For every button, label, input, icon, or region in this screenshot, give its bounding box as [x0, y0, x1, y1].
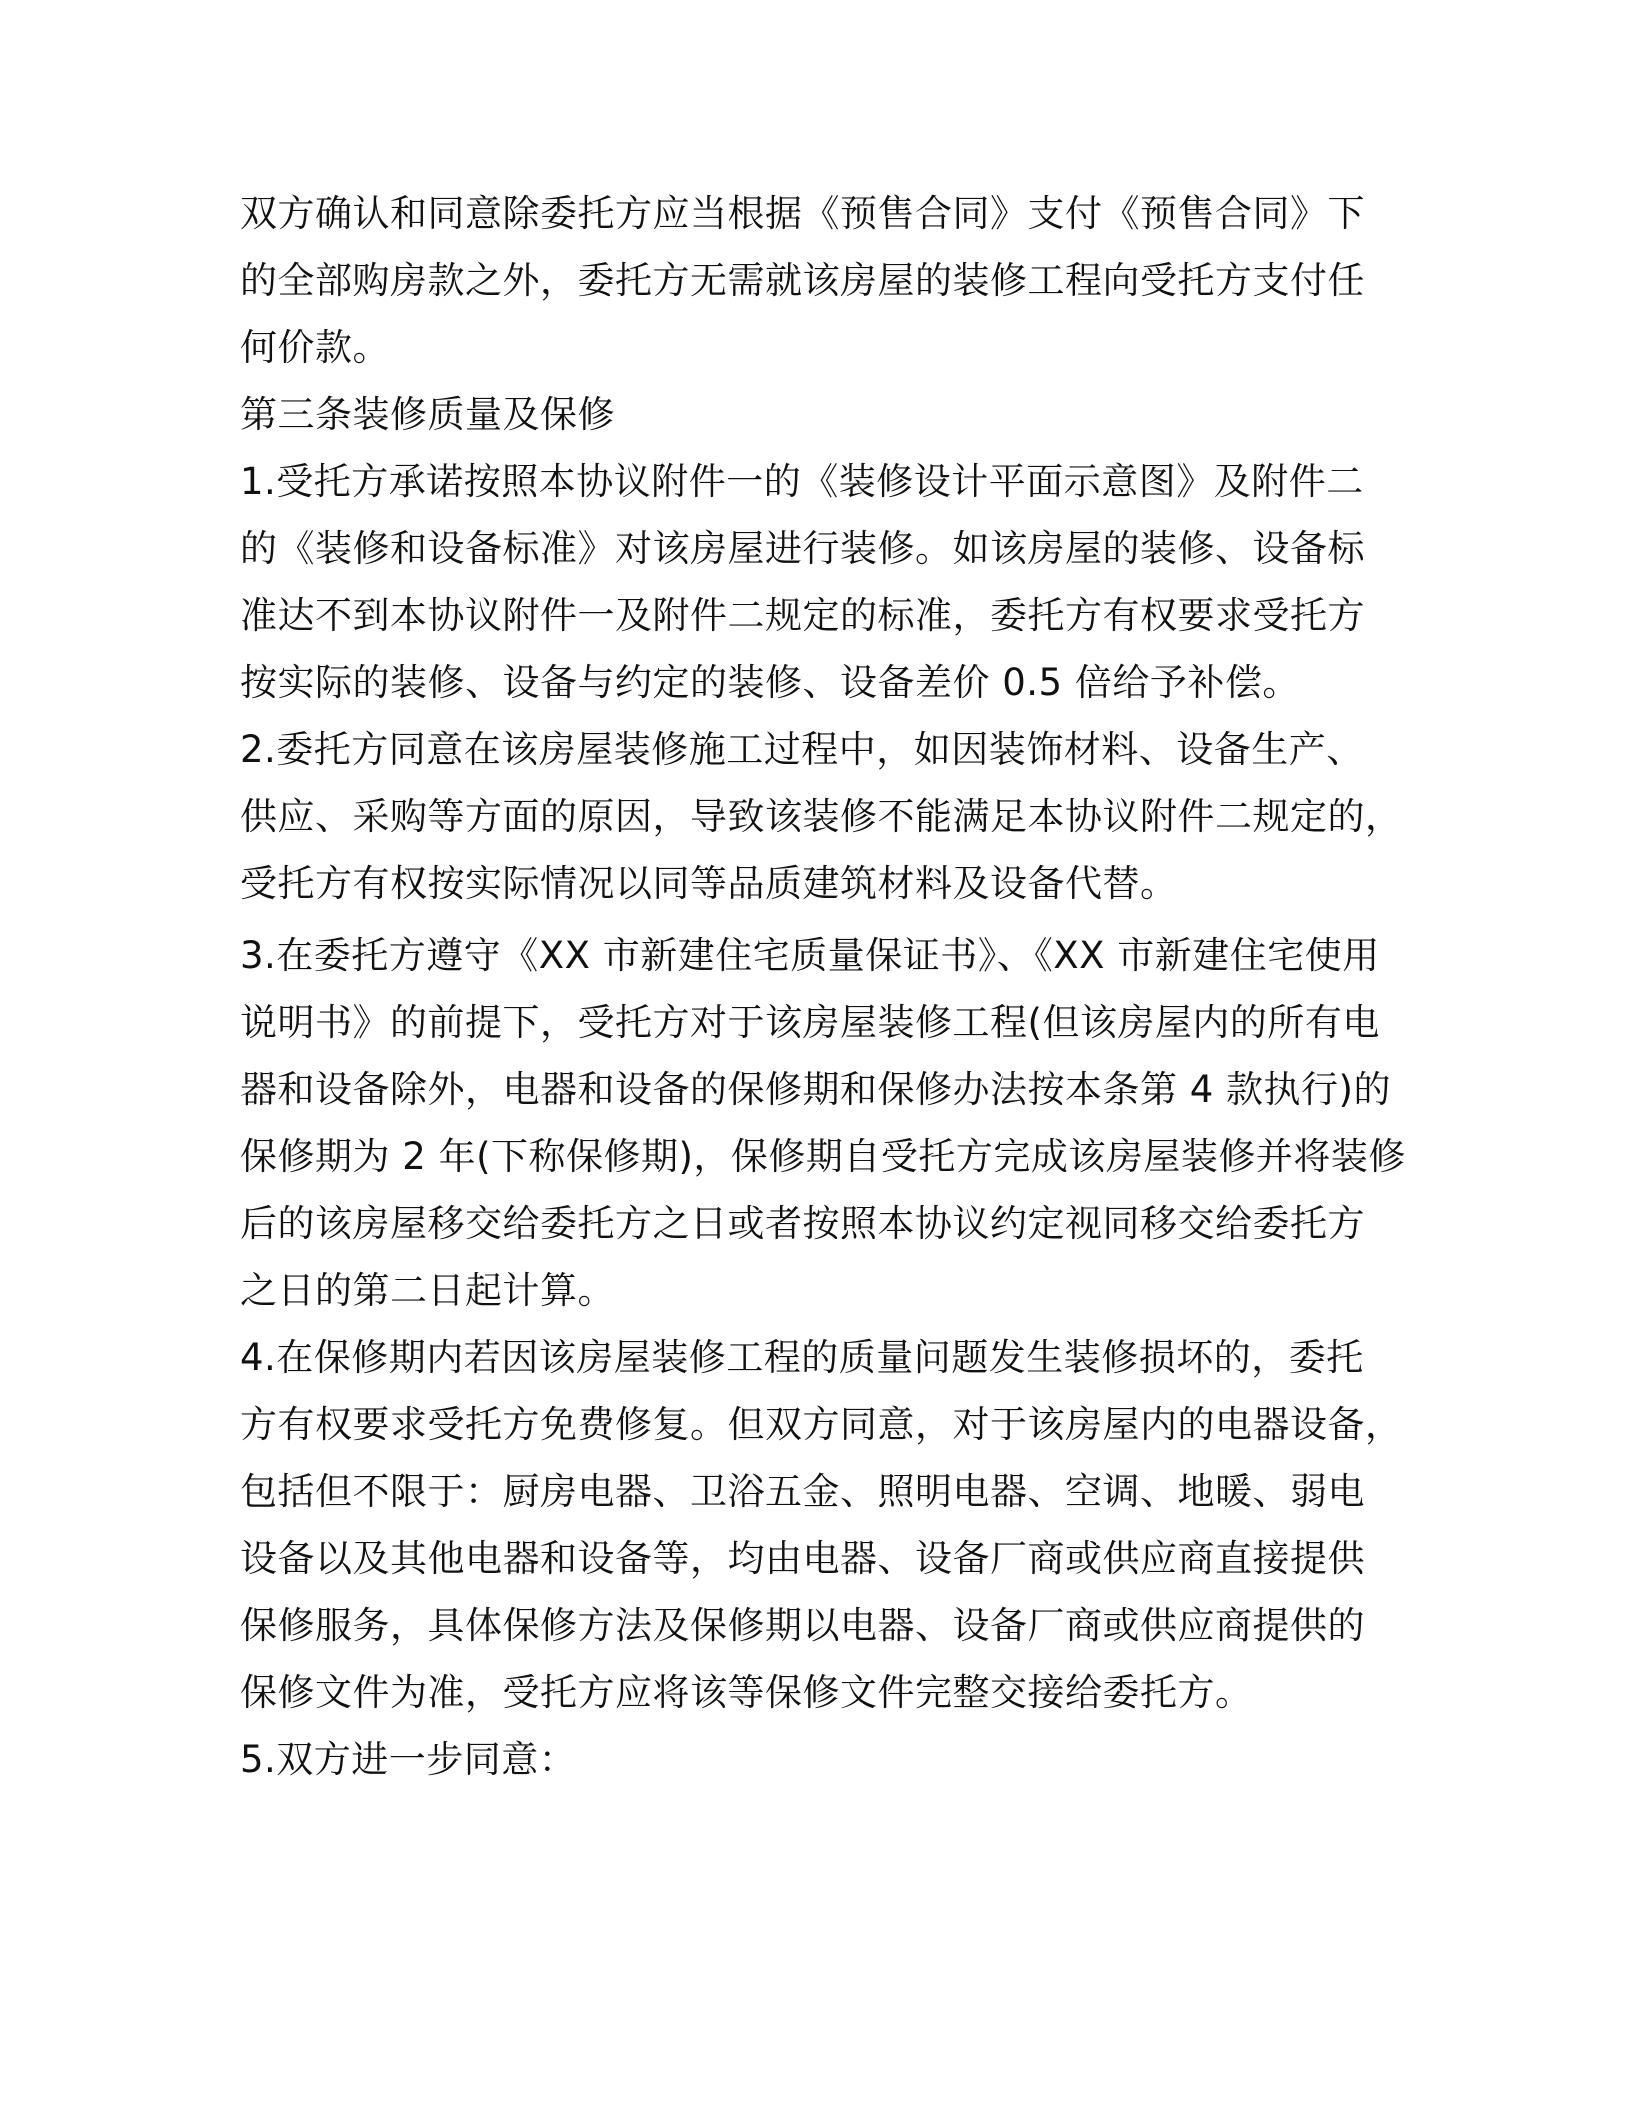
text-line: 保修文件为准，受托方应将该等保修文件完整交接给委托方。: [240, 1671, 1253, 1714]
text-line: 保修服务，具体保修方法及保修期以电器、设备厂商或供应商提供的: [240, 1604, 1365, 1647]
text-line: 包括但不限于：厨房电器、卫浴五金、照明电器、空调、地暖、弱电: [240, 1470, 1365, 1513]
text-line: 准达不到本协议附件一及附件二规定的标准，委托方有权要求受托方: [240, 594, 1365, 637]
text-line: 受托方有权按实际情况以同等品质建筑材料及设备代替。: [240, 862, 1178, 905]
text-line: 的全部购房款之外，委托方无需就该房屋的装修工程向受托方支付任: [240, 259, 1365, 302]
text-line: 的《装修和设备标准》对该房屋进行装修。如该房屋的装修、设备标: [240, 527, 1365, 570]
text-line: 3.在委托方遵守《XX 市新建住宅质量保证书》、《XX 市新建住宅使用: [240, 934, 1380, 977]
text-line: 按实际的装修、设备与约定的装修、设备差价 0.5 倍给予补偿。: [240, 661, 1300, 704]
text-line: 1.受托方承诺按照本协议附件一的《装修设计平面示意图》及附件二: [240, 460, 1364, 503]
text-line: 之日的第二日起计算。: [240, 1269, 615, 1312]
text-line: 双方确认和同意除委托方应当根据《预售合同》支付《预售合同》下: [240, 192, 1365, 235]
section-heading: 第三条装修质量及保修: [240, 393, 615, 436]
text-line: 说明书》的前提下，受托方对于该房屋装修工程(但该房屋内的所有电: [240, 1001, 1380, 1044]
text-line: 设备以及其他电器和设备等，均由电器、设备厂商或供应商直接提供: [240, 1537, 1365, 1580]
text-line: 方有权要求受托方免费修复。但双方同意，对于该房屋内的电器设备，: [240, 1403, 1403, 1446]
text-line: 后的该房屋移交给委托方之日或者按照本协议约定视同移交给委托方: [240, 1202, 1365, 1245]
text-line: 保修期为 2 年(下称保修期)，保修期自受托方完成该房屋装修并将装修: [240, 1135, 1406, 1178]
text-line: 5.双方进一步同意：: [240, 1738, 577, 1781]
text-line: 4.在保修期内若因该房屋装修工程的质量问题发生装修损坏的，委托: [240, 1336, 1364, 1379]
text-line: 何价款。: [240, 326, 390, 369]
text-line: 供应、采购等方面的原因，导致该装修不能满足本协议附件二规定的，: [240, 795, 1403, 838]
text-line: 器和设备除外，电器和设备的保修期和保修办法按本条第 4 款执行)的: [240, 1068, 1391, 1111]
text-line: 2.委托方同意在该房屋装修施工过程中，如因装饰材料、设备生产、: [240, 728, 1364, 771]
